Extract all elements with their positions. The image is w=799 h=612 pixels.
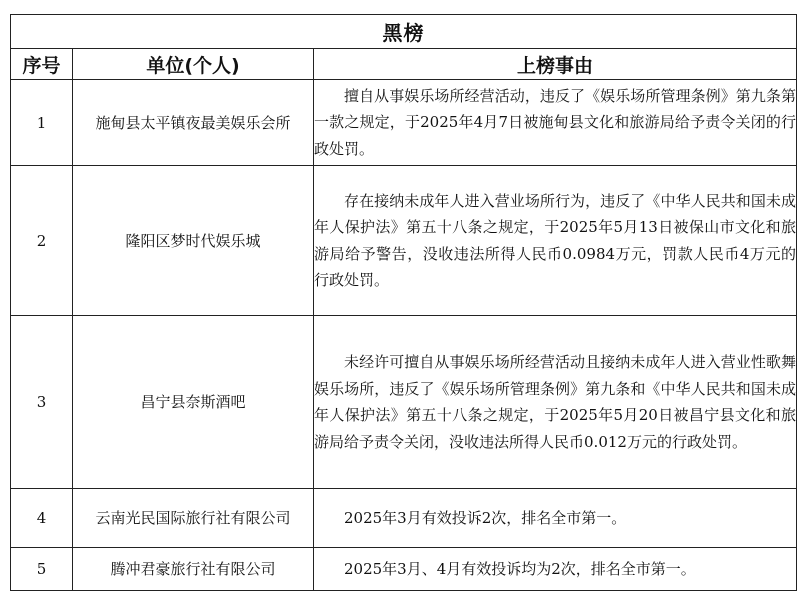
header-unit: 单位(个人) [73,49,314,80]
row-reason: 2025年3月、4月有效投诉均为2次，排名全市第一。 [314,548,797,591]
table-row [11,316,797,489]
row-unit: 云南光民国际旅行社有限公司 [73,489,314,548]
row-unit: 施甸县太平镇夜最美娱乐会所 [73,80,314,166]
table-title: 黑榜 [11,15,797,49]
table-row [11,489,797,548]
table-row [11,548,797,591]
row-number: 5 [11,548,73,591]
row-number: 1 [11,80,73,166]
row-reason: 存在接纳未成年人进入营业场所行为，违反了《中华人民共和国未成年人保护法》第五十八条之规定，于2025年5月13日被保山市文化和旅游局给予警告，没收违法所得人民币0.0984万元，罚款人民币4万元的行政处罚。 [314,166,797,316]
row-number: 4 [11,489,73,548]
row-number: 2 [11,166,73,316]
row-unit: 腾冲君豪旅行社有限公司 [73,548,314,591]
header-no: 序号 [11,49,73,80]
table-row [11,80,797,166]
header-reason: 上榜事由 [314,49,797,80]
row-reason: 擅自从事娱乐场所经营活动，违反了《娱乐场所管理条例》第九条第一款之规定，于2025年4月7日被施甸县文化和旅游局给予责令关闭的行政处罚。 [314,80,797,166]
row-unit: 隆阳区梦时代娱乐城 [73,166,314,316]
row-reason: 未经许可擅自从事娱乐场所经营活动且接纳未成年人进入营业性歌舞娱乐场所，违反了《娱乐场所管理条例》第九条和《中华人民共和国未成年人保护法》第五十八条之规定，于2025年5月20日被昌宁县文化和旅游局给予责令关闭，没收违法所得人民币0.012万元的行政处罚。 [314,316,797,489]
blacklist-table [10,14,797,591]
row-number: 3 [11,316,73,489]
row-unit: 昌宁县奈斯酒吧 [73,316,314,489]
row-reason: 2025年3月有效投诉2次，排名全市第一。 [314,489,797,548]
table-row [11,166,797,316]
